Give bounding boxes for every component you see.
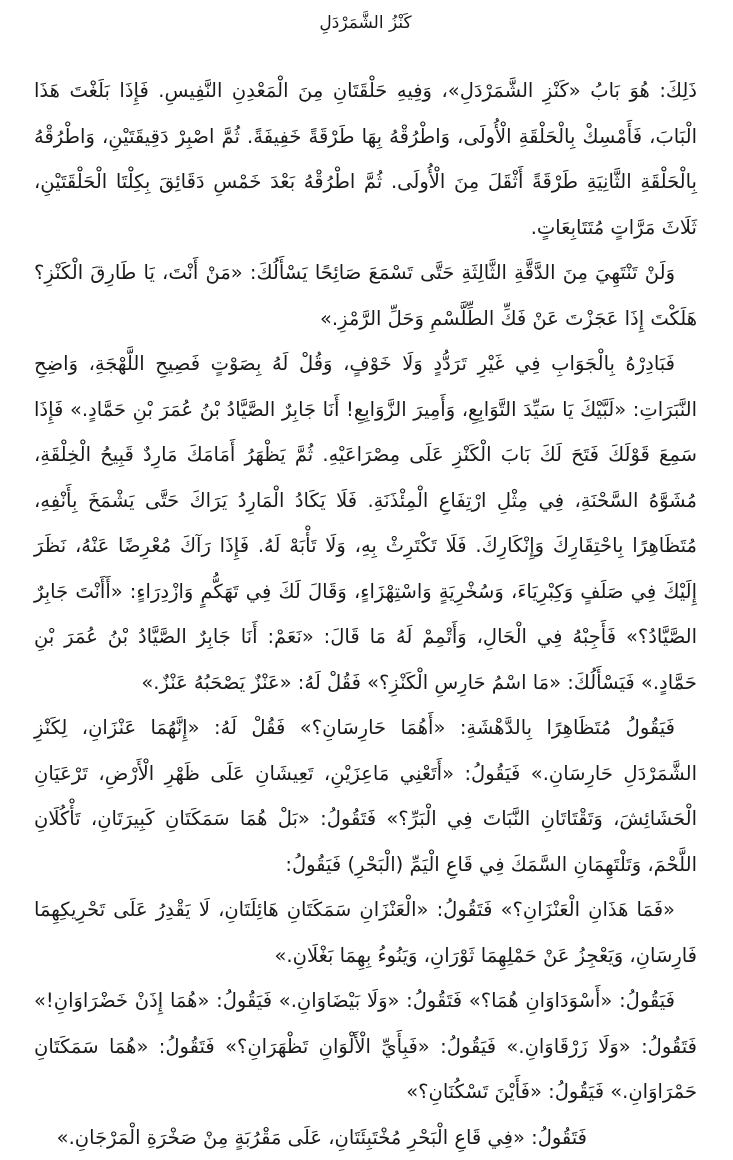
paragraph: «فَمَا هَذَانِ الْعَنْزَانِ؟» فَتَقُولُ: «الْعَنْزَانِ سَمَكَتَانِ هَائِلَتَانِ، لَا يَقْدِرُ عَلَى تَحْرِيكِهِمَا فَارِسَانِ، وَيَعْجِزُ عَنْ حَمْلِهِمَا ثَوْرَانِ، وَيَنُوءُ بِهِمَا بَغْلَانِ.»: [34, 887, 697, 978]
paragraph: فَتَقُولُ: «فِي قَاعِ الْبَحْرِ مُخْتَبِئَتَانِ، عَلَى مَقْرُبَةٍ مِنْ صَخْرَةِ الْمَرْجَانِ.»: [34, 1115, 697, 1160]
paragraph: فَبَادِرْهُ بِالْجَوَابِ فِي غَيْرِ تَرَدُّدٍ وَلَا خَوْفٍ، وَقُلْ لَهُ بِصَوْتٍ فَصِيحِ اللَّهْجَةِ، وَاضِحِ النَّبَرَاتِ: «لَبَّيْكَ يَا سَيِّدَ التَّوَابِعِ، وَأَمِيرَ الزَّوَابِعِ! أَنَا جَابِرٌ الصَّيَّادُ بْنُ عُمَرَ بْنِ حَمَّادٍ.» فَإِذَا سَمِعَ قَوْلَكَ فَتَحَ لَكَ بَابَ الْكَنْزِ عَلَى مِصْرَاعَيْهِ. ثُمَّ يَظْهَرُ أَمَامَكَ مَارِدٌ قَبِيحُ الْخِلْقَةِ، مُشَوَّهُ السَّحْنَةِ، فِي مِثْلِ ارْتِفَاعِ الْمِئْذَنَةِ. فَلَا يَكَادُ الْمَارِدُ يَرَاكَ حَتَّى يَشْمَخَ بِأَنْفِهِ، مُتَظَاهِرًا بِاحْتِقَارِكَ وَإِنْكَارِكَ. فَلَا تَكْتَرِثْ بِهِ، وَلَا تَأْبَهْ لَهُ. فَإِذَا رَآكَ مُعْرِضًا عَنْهُ، نَظَرَ إِلَيْكَ فِي صَلَفٍ وَكِبْرِيَاءَ، وَسُخْرِيَةٍ وَاسْتِهْزَاءٍ، وَقَالَ لَكَ فِي تَهَكُّمٍ وَازْدِرَاءٍ: «أَأَنْتَ جَابِرٌ الصَّيَّادُ؟» فَأَجِبْهُ فِي الْحَالِ، وَأَتْمِمْ لَهُ مَا قَالَ: «نَعَمْ: أَنَا جَابِرٌ الصَّيَّادُ بْنُ عُمَرَ بْنِ حَمَّادٍ.» فَيَسْأَلُكَ: «مَا اسْمُ حَارِسِ الْكَنْزِ؟» فَقُلْ لَهُ: «عَنْزٌ يَصْحَبُهُ عَنْزٌ.»: [34, 341, 697, 705]
paragraph: فَيَقُولُ مُتَظَاهِرًا بِالدَّهْشَةِ: «أَهُمَا حَارِسَانِ؟» فَقُلْ لَهُ: «إِنَّهُمَا عَنْزَانِ، لِكَنْزِ الشَّمَرْدَلِ حَارِسَانِ.» فَيَقُولُ: «أَتَعْنِي مَاعِزَيْنِ، تَعِيشَانِ عَلَى ظَهْرِ الْأَرْضِ، تَرْعَيَانِ الْحَشَائِشَ، وَتَقْتَاتَانِ النَّبَاتَ فِي الْبَرِّ؟» فَتَقُولُ: «بَلْ هُمَا سَمَكَتَانِ كَبِيرَتَانِ، تَأْكُلَانِ اللَّحْمَ، وَتَلْتَهِمَانِ السَّمَكَ فِي قَاعِ الْيَمِّ (الْبَحْرِ) فَيَقُولُ:: [34, 705, 697, 887]
paragraph: وَلَنْ تَنْتَهِيَ مِنَ الدَّقَّةِ الثَّالِثَةِ حَتَّى تَسْمَعَ صَائِحًا يَسْأَلُكَ: «مَنْ أَنْتَ، يَا طَارِقَ الْكَنْزِ؟ هَلَكْتَ إِذَا عَجَزْتَ عَنْ فَكِّ الطِّلَّسْمِ وَحَلِّ الرَّمْزِ.»: [34, 250, 697, 341]
paragraph: فَيَقُولُ: «أَسْوَدَاوَانِ هُمَا؟» فَتَقُولُ: «وَلَا بَيْضَاوَانِ.» فَيَقُولُ: «هُمَا إِذَنْ خَضْرَاوَانِ!» فَتَقُولُ: «وَلَا زَرْقَاوَانِ.» فَيَقُولُ: «فَبِأَيِّ الْأَلْوَانِ تَظْهَرَانِ؟» فَتَقُولُ: «هُمَا سَمَكَتَانِ حَمْرَاوَانِ.» فَيَقُولُ: «فَأَيْنَ تَسْكُنَانِ؟»: [34, 978, 697, 1115]
paragraph: ذَلِكَ: هُوَ بَابُ «كَنْزِ الشَّمَرْدَلِ»، وَفِيهِ حَلْقَتَانِ مِنَ الْمَعْدِنِ النَّفِيسِ. فَإِذَا بَلَغْتَ هَذَا الْبَابَ، فَأَمْسِكْ بِالْحَلْقَةِ الْأُولَى، وَاطْرُقْهُ بِهَا طَرْقَةً خَفِيفَةً. ثُمَّ اصْبِرْ دَقِيقَتَيْنِ، وَاطْرُقْهُ بِالْحَلْقَةِ الثَّانِيَةِ طَرْقَةً أَثْقَلَ مِنَ الْأُولَى. ثُمَّ اطْرُقْهُ بَعْدَ خَمْسِ دَقَائِقَ بِكِلْتَا الْحَلْقَتَيْنِ، ثَلَاثَ مَرَّاتٍ مُتَتَابِعَاتٍ.: [34, 68, 697, 250]
page-title: كَنْزُ الشَّمَرْدَلِ: [34, 8, 697, 38]
